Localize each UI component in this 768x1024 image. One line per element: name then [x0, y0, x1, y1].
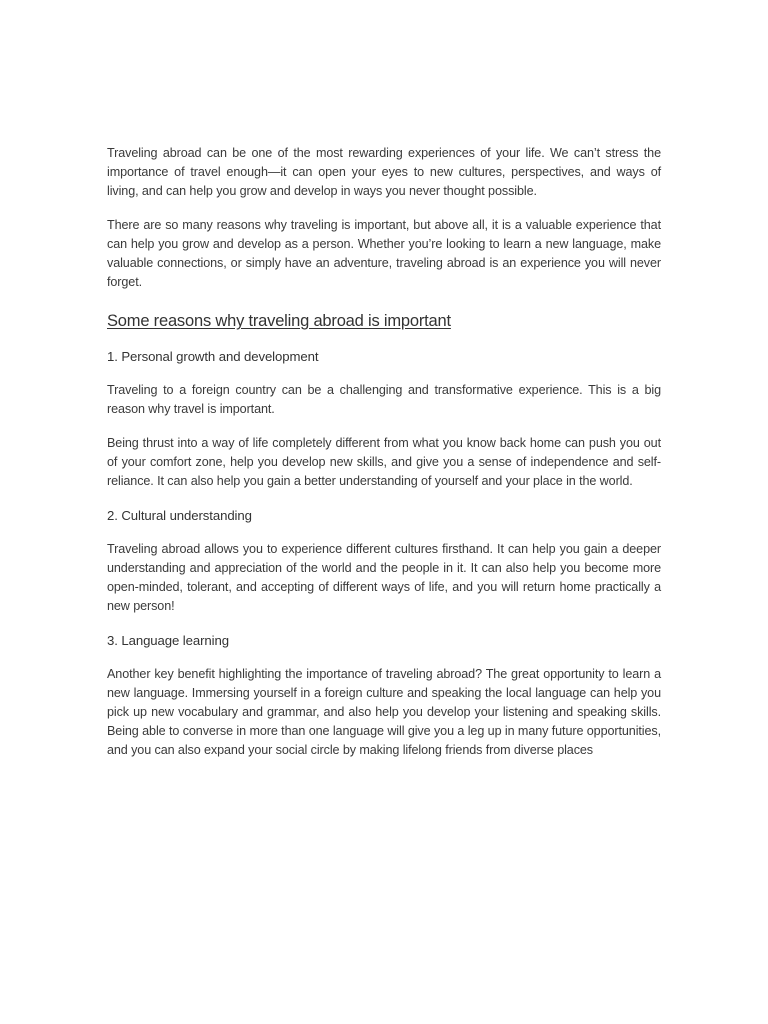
language-learning-paragraph-1: Another key benefit highlighting the importance of traveling abroad? The great opportunity to learn a new language. Immersing yourself in a foreign culture and speaking the local language can help you pick up new vocabulary and grammar, and also help you develop your listening and speaking skills. Being able to converse in more than one language will give you a leg up in many future opportunities, and you can also expand your social circle by making lifelong friends from diverse places: [107, 667, 661, 757]
heading-personal-growth: 1. Personal growth and development: [107, 349, 319, 364]
personal-growth-paragraph-1: Traveling to a foreign country can be a challenging and transformative experience. This is a big reason why travel is important.: [107, 383, 661, 416]
personal-growth-paragraph-2: Being thrust into a way of life completely different from what you know back home can push you out of your comfort zone, help you develop new skills, and give you a sense of independence and self-reliance. It can also help you gain a better understanding of yourself and your place in the world.: [107, 436, 661, 488]
document-body: [107, 144, 661, 775]
intro-paragraph-2: There are so many reasons why traveling is important, but above all, it is a valuable experience that can help you grow and develop as a person. Whether you’re looking to learn a new language, make valuable connections, or simply have an adventure, traveling abroad is an experience you will never forget.: [107, 218, 661, 289]
intro-paragraph-1: Traveling abroad can be one of the most rewarding experiences of your life. We can’t stress the importance of travel enough—it can open your eyes to new cultures, perspectives, and ways of living, and can help you grow and develop in ways you never thought possible.: [107, 146, 661, 198]
heading-cultural-understanding: 2. Cultural understanding: [107, 508, 252, 523]
cultural-understanding-paragraph-1: Traveling abroad allows you to experience different cultures firsthand. It can help you gain a deeper understanding and appreciation of the world and the people in it. It can also help you become more open-minded, tolerant, and accepting of different ways of life, and you will return home practically a new person!: [107, 542, 661, 613]
section-title: Some reasons why traveling abroad is important: [107, 312, 451, 330]
heading-language-learning: 3. Language learning: [107, 633, 229, 648]
